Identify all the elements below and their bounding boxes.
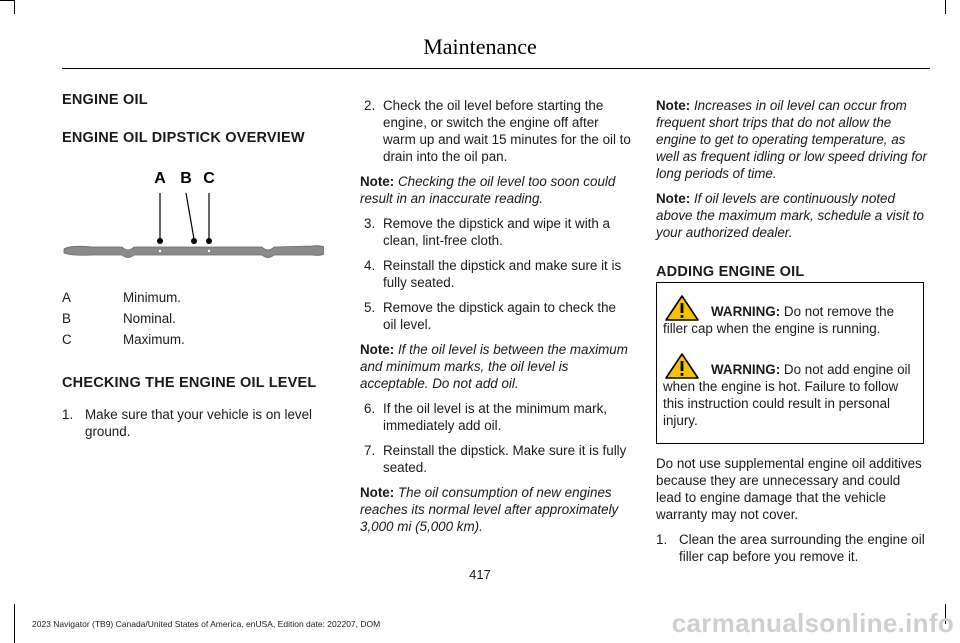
- heading-dipstick-overview: ENGINE OIL DIPSTICK OVERVIEW: [62, 130, 305, 146]
- column-left: [62, 92, 332, 440]
- dipstick-hole-a: [159, 250, 161, 252]
- warning-label: WARNING:: [711, 362, 781, 377]
- crop-mark: [14, 604, 15, 643]
- step-number: 1.: [62, 407, 74, 422]
- legend-item: [62, 289, 332, 306]
- step-text: Remove the dipstick and wipe it with a clean, lint-free cloth.: [383, 216, 611, 248]
- step-text: Reinstall the dipstick and make sure it is fully seated.: [383, 258, 622, 290]
- callout-dot-b: [191, 238, 197, 244]
- warning-triangle-icon: [665, 353, 699, 379]
- note: [656, 190, 928, 241]
- note-label: Note:: [656, 191, 691, 206]
- crop-mark: [14, 0, 15, 14]
- note-label: Note:: [360, 485, 395, 500]
- step-item: [360, 215, 632, 249]
- warning-triangle-icon: [665, 295, 699, 321]
- step-text: Check the oil level before starting the engine, or switch the engine off after warm up and wait 15 minutes for the oil to drain into the oil pan.: [383, 98, 631, 164]
- note-text: The oil consumption of new engines reaches its normal level after approximately 3,000 mi (5,000 km).: [360, 485, 619, 534]
- step-text: Remove the dipstick again to check the oil level.: [383, 300, 616, 332]
- page-header-title: Maintenance: [423, 34, 537, 59]
- footer-edition-text: 2023 Navigator (TB9) Canada/United States of America, enUSA, Edition date: 202207, DOM: [32, 619, 381, 629]
- legend: [62, 289, 332, 348]
- dipstick-diagram: [62, 157, 324, 277]
- note-text: If oil levels are continuously noted above the maximum mark, schedule a visit to your authorized dealer.: [656, 191, 924, 240]
- diagram-label-c: C: [203, 170, 215, 187]
- callout-dot-a: [157, 238, 163, 244]
- legend-item: [62, 310, 332, 327]
- legend-text: Maximum.: [123, 332, 185, 347]
- legend-key: B: [62, 311, 71, 326]
- crop-mark: [0, 0, 14, 1]
- step-text: Reinstall the dipstick. Make sure it is fully seated.: [383, 443, 627, 475]
- step-item: [62, 406, 332, 440]
- note-text: Increases in oil level can occur from frequent short trips that do not allow the engine to get to operating temperature, as well as frequent idling or low speed driving for long periods of time.: [656, 98, 927, 181]
- step-item: [360, 257, 632, 291]
- step-number: 7.: [364, 443, 376, 458]
- page-number: 417: [469, 567, 491, 582]
- step-number: 5.: [364, 300, 376, 315]
- step-item: [360, 97, 632, 165]
- note-label: Note:: [360, 342, 395, 357]
- crop-mark: [945, 0, 946, 14]
- step-number: 4.: [364, 258, 376, 273]
- warning-item: [663, 303, 917, 337]
- diagram-label-a: A: [154, 170, 166, 187]
- watermark: carmanualsonline.info: [671, 608, 954, 638]
- header-rule: [62, 68, 930, 69]
- warning-text: Do not remove the filler cap when the engine is running.: [663, 304, 895, 336]
- note-text: Checking the oil level too soon could result in an inaccurate reading.: [360, 174, 616, 206]
- step-number: 6.: [364, 401, 376, 416]
- column-right: [656, 97, 928, 281]
- step-number: 1.: [656, 532, 668, 547]
- heading-engine-oil: ENGINE OIL: [62, 92, 148, 108]
- note: [656, 97, 928, 182]
- diagram-label-b: B: [180, 170, 192, 187]
- note-label: Note:: [360, 174, 395, 189]
- legend-item: [62, 331, 332, 348]
- note: [360, 484, 632, 535]
- step-item: [360, 299, 632, 333]
- step-number: 3.: [364, 216, 376, 231]
- note-label: Note:: [656, 98, 691, 113]
- legend-key: A: [62, 290, 71, 305]
- legend-text: Nominal.: [123, 311, 176, 326]
- legend-text: Minimum.: [123, 290, 182, 305]
- warning-label: WARNING:: [711, 304, 781, 319]
- warning-box: [656, 282, 924, 444]
- note-text: If the oil level is between the maximum and minimum marks, the oil level is acceptable. Do not add oil.: [360, 342, 628, 391]
- step-item: [656, 531, 928, 565]
- step-number: 2.: [364, 98, 376, 113]
- column-middle: [360, 97, 632, 535]
- note: [360, 341, 632, 392]
- dipstick-blade: [64, 246, 324, 258]
- dipstick-hole-c: [208, 250, 210, 252]
- heading-checking-oil-level: CHECKING THE ENGINE OIL LEVEL: [62, 375, 317, 391]
- step-item: [360, 400, 632, 434]
- callout-line-b: [186, 193, 194, 239]
- callout-dot-c: [206, 238, 212, 244]
- step-text: If the oil level is at the minimum mark, immediately add oil.: [383, 401, 607, 433]
- note: [360, 173, 632, 207]
- legend-key: C: [62, 332, 72, 347]
- paragraph: Do not use supplemental engine oil additives because they are unnecessary and could lead to engine damage that the vehicle warranty may not cover.: [656, 456, 922, 522]
- step-item: [360, 442, 632, 476]
- heading-adding-engine-oil: ADDING ENGINE OIL: [656, 264, 805, 280]
- column-right-lower: [656, 455, 928, 565]
- step-text: Make sure that your vehicle is on level ground.: [85, 407, 313, 439]
- warning-text: Do not add engine oil when the engine is hot. Failure to follow this instruction could result in personal injury.: [663, 362, 911, 428]
- warning-item: [663, 361, 917, 429]
- step-text: Clean the area surrounding the engine oil filler cap before you remove it.: [679, 532, 925, 564]
